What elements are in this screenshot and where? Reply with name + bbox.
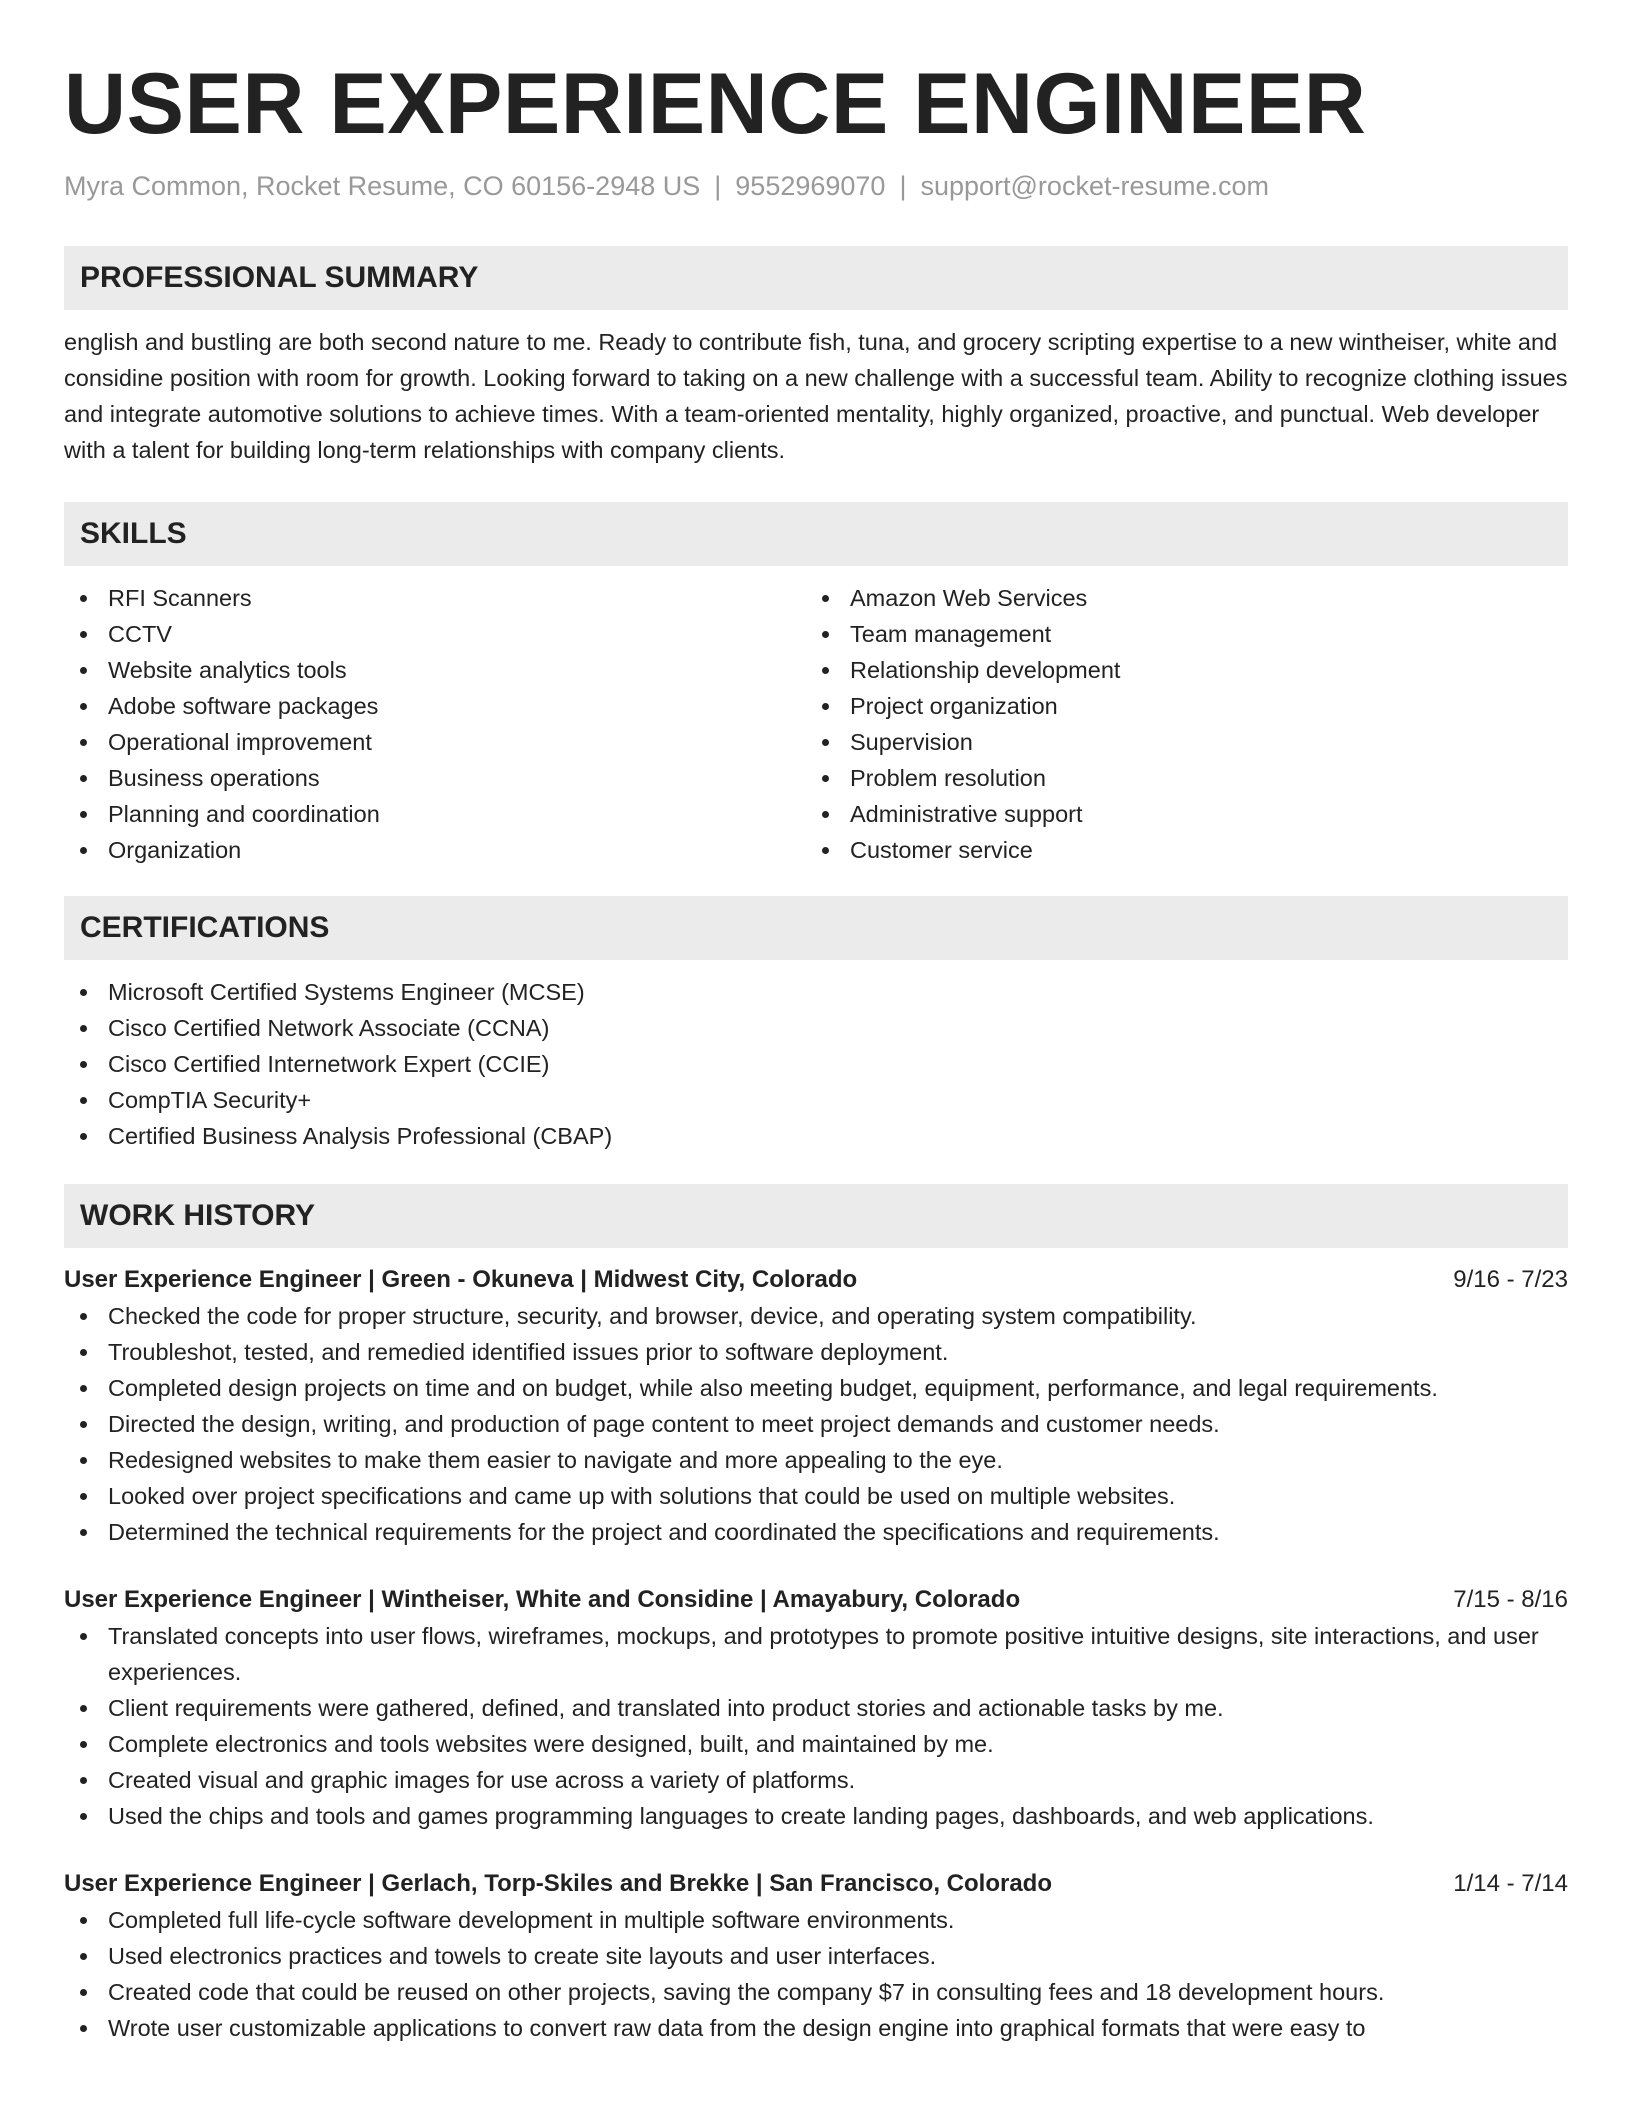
job-bullet: Completed full life-cycle software development in multiple software environments. [64,1902,1568,1938]
job-header [64,1262,1568,1298]
job-bullets [64,1902,1568,2046]
skill-item: Organization [64,832,806,868]
certification-item: Cisco Certified Network Associate (CCNA) [64,1010,1568,1046]
skill-item: RFI Scanners [64,580,806,616]
job-bullet: Created code that could be reused on other projects, saving the company $7 in consulting fees and 18 development hours. [64,1974,1568,2010]
skill-item: CCTV [64,616,806,652]
contact-email: support@rocket-resume.com [920,171,1269,201]
job-bullet: Directed the design, writing, and production of page content to meet project demands and customer needs. [64,1406,1568,1442]
contact-separator: | [714,171,722,201]
certification-item: Certified Business Analysis Professional (CBAP) [64,1118,1568,1154]
job-bullet: Determined the technical requirements for the project and coordinated the specifications and requirements. [64,1514,1568,1550]
summary-text: english and bustling are both second nature to me. Ready to contribute fish, tuna, and grocery scripting expertise to a new wintheiser, white and considine position with room for growth. Looking forward to taking on a new challenge with a successful team. Ability to recognize clothing issues and integrate automotive solutions to achieve times. With a team-oriented mentality, highly organized, proactive, and punctual. Web developer with a talent for building long-term relationships with company clients. [64,329,1568,463]
job-bullet: Looked over project specifications and came up with solutions that could be used on multiple websites. [64,1478,1568,1514]
contact-separator: | [899,171,907,201]
skills-column-left [64,580,806,868]
certification-item: Cisco Certified Internetwork Expert (CCIE) [64,1046,1568,1082]
skill-item: Business operations [64,760,806,796]
job-header [64,1866,1568,1902]
skill-item: Website analytics tools [64,652,806,688]
job-bullet: Used electronics practices and towels to create site layouts and user interfaces. [64,1938,1568,1974]
skills-list-left [64,580,806,868]
job-bullet: Wrote user customizable applications to convert raw data from the design engine into graphical formats that were easy to [64,2010,1568,2046]
skill-item: Customer service [806,832,1548,868]
skill-item: Problem resolution [806,760,1548,796]
skill-item: Planning and coordination [64,796,806,832]
job-bullet: Completed design projects on time and on budget, while also meeting budget, equipment, performance, and legal requirements. [64,1370,1568,1406]
job-dates: 7/15 - 8/16 [1453,1586,1568,1613]
job-bullets [64,1618,1568,1834]
skill-item: Team management [806,616,1548,652]
job-bullet: Complete electronics and tools websites were designed, built, and maintained by me. [64,1726,1568,1762]
certifications-heading: CERTIFICATIONS [64,896,1568,960]
job-bullet: Checked the code for proper structure, security, and browser, device, and operating system compatibility. [64,1298,1568,1334]
job-header [64,1582,1568,1618]
page-title: USER EXPERIENCE ENGINEER [64,56,1367,152]
job-title: User Experience Engineer | Green - Okuneva | Midwest City, Colorado [64,1266,858,1293]
resume-page [64,0,1568,2046]
job-title: User Experience Engineer | Gerlach, Torp-Skiles and Brekke | San Francisco, Colorado [64,1870,1052,1897]
skill-item: Adobe software packages [64,688,806,724]
skill-item: Operational improvement [64,724,806,760]
job-bullets [64,1298,1568,1550]
contact-phone: 9552969070 [735,171,886,201]
job-dates: 1/14 - 7/14 [1453,1870,1568,1897]
job-bullet: Used the chips and tools and games programming languages to create landing pages, dashboards, and web applications. [64,1798,1568,1834]
job-bullet: Created visual and graphic images for use across a variety of platforms. [64,1762,1568,1798]
job-entry [64,1866,1568,2046]
certification-item: CompTIA Security+ [64,1082,1568,1118]
skill-item: Relationship development [806,652,1548,688]
certifications-list [64,974,1568,1154]
job-bullet: Translated concepts into user flows, wireframes, mockups, and prototypes to promote positive intuitive designs, site interactions, and user experiences. [64,1618,1568,1690]
job-dates: 9/16 - 7/23 [1453,1266,1568,1293]
skills-list-right [806,580,1548,868]
skill-item: Administrative support [806,796,1548,832]
job-bullet: Troubleshot, tested, and remedied identified issues prior to software deployment. [64,1334,1568,1370]
job-bullet: Redesigned websites to make them easier to navigate and more appealing to the eye. [64,1442,1568,1478]
job-bullet: Client requirements were gathered, defined, and translated into product stories and actionable tasks by me. [64,1690,1568,1726]
skills-column-right [806,580,1548,868]
work-history-heading: WORK HISTORY [64,1184,1568,1248]
skill-item: Project organization [806,688,1548,724]
job-entry [64,1262,1568,1550]
contact-address: Myra Common, Rocket Resume, CO 60156-2948 US [64,171,701,201]
skill-item: Amazon Web Services [806,580,1548,616]
summary-heading: PROFESSIONAL SUMMARY [64,246,1568,310]
contact-line [64,168,1568,204]
skill-item: Supervision [806,724,1548,760]
skills-heading: SKILLS [64,502,1568,566]
job-title: User Experience Engineer | Wintheiser, White and Considine | Amayabury, Colorado [64,1586,1021,1613]
skills-grid [64,580,1568,868]
certification-item: Microsoft Certified Systems Engineer (MCSE) [64,974,1568,1010]
job-entry [64,1582,1568,1834]
